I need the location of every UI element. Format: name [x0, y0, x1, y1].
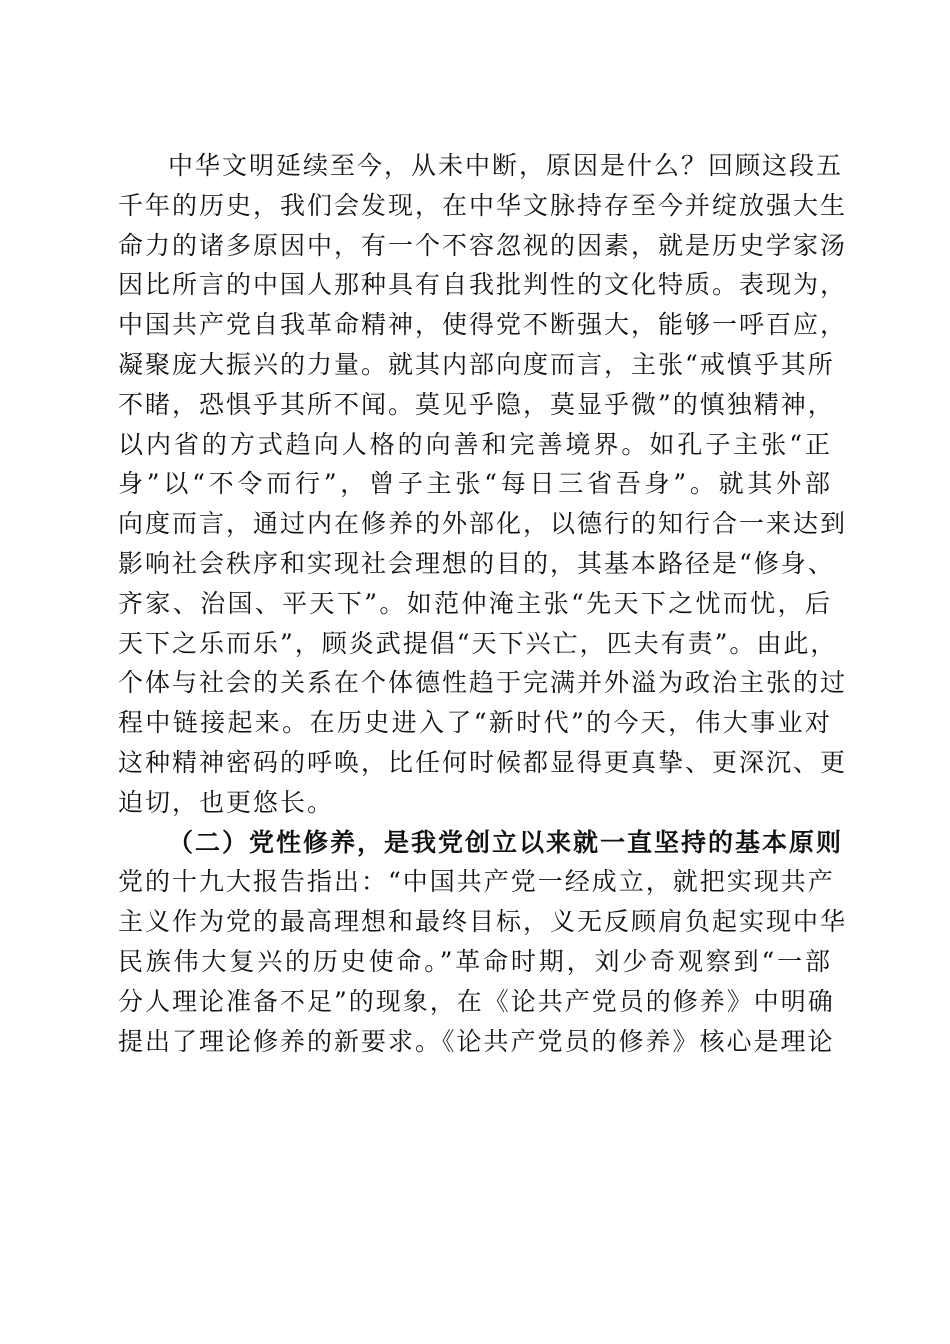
- paragraph-1-line: 命力的诸多原因中，有一个不容忽视的因素，就是历史学家汤: [118, 230, 848, 260]
- section-heading: （二）党性修养，是我党创立以来就一直坚持的基本原则: [168, 827, 844, 857]
- paragraph-2-line: 主义作为党的最高理想和最终目标，义无反顾肩负起实现中华: [118, 907, 848, 937]
- paragraph-1-line: 身”以“不令而行”，曾子主张“每日三省吾身”。就其外部: [118, 469, 832, 499]
- paragraph-1-line: 这种精神密码的呼唤，比任何时候都显得更真挚、更深沉、更: [118, 747, 848, 777]
- paragraph-1-line: 凝聚庞大振兴的力量。就其内部向度而言，主张“戒慎乎其所: [118, 349, 835, 379]
- paragraph-1-line: 齐家、治国、平天下”。如范仲淹主张“先天下之忧而忧，后: [118, 588, 832, 618]
- paragraph-1-line: 中国共产党自我革命精神，使得党不断强大，能够一呼百应，: [118, 310, 848, 340]
- document-body: [118, 146, 848, 1061]
- paragraph-1-line: 个体与社会的关系在个体德性趋于完满并外溢为政治主张的过: [118, 668, 848, 698]
- paragraph-1-line: 中华文明延续至今，从未中断，原因是什么？回顾这段五: [168, 151, 844, 180]
- paragraph-2-line: 提出了理论修养的新要求。《论共产党员的修养》核心是理论: [118, 1026, 835, 1056]
- paragraph-1-line: 不睹，恐惧乎其所不闻。莫见乎隐，莫显乎微”的慎独精神，: [118, 389, 835, 419]
- paragraph-2-line: 民族伟大复兴的历史使命。”革命时期，刘少奇观察到“一部: [118, 946, 832, 976]
- paragraph-1-line: 千年的历史，我们会发现，在中华文脉持存至今并绽放强大生: [118, 190, 848, 220]
- paragraph-1-line: 因比所言的中国人那种具有自我批判性的文化特质。表现为，: [118, 270, 848, 300]
- paragraph-1-line: 天下之乐而乐”，顾炎武提倡“天下兴亡，匹夫有责”。由此，: [118, 628, 838, 658]
- paragraph-2-line: 分人理论准备不足”的现象，在《论共产党员的修养》中明确: [118, 986, 835, 1016]
- paragraph-1-line: 迫切，也更悠长。: [118, 787, 335, 817]
- paragraph-1-line: 程中链接起来。在历史进入了“新时代”的今天，伟大事业对: [118, 708, 832, 738]
- paragraph-2-line: 党的十九大报告指出：“中国共产党一经成立，就把实现共产: [118, 867, 835, 897]
- paragraph-1-line: 向度而言，通过内在修养的外部化，以德行的知行合一来达到: [118, 509, 848, 539]
- paragraph-1-line: 影响社会秩序和实现社会理想的目的，其基本路径是“修身、: [118, 548, 835, 578]
- paragraph-1-line: 以内省的方式趋向人格的向善和完善境界。如孔子主张“正: [118, 429, 832, 459]
